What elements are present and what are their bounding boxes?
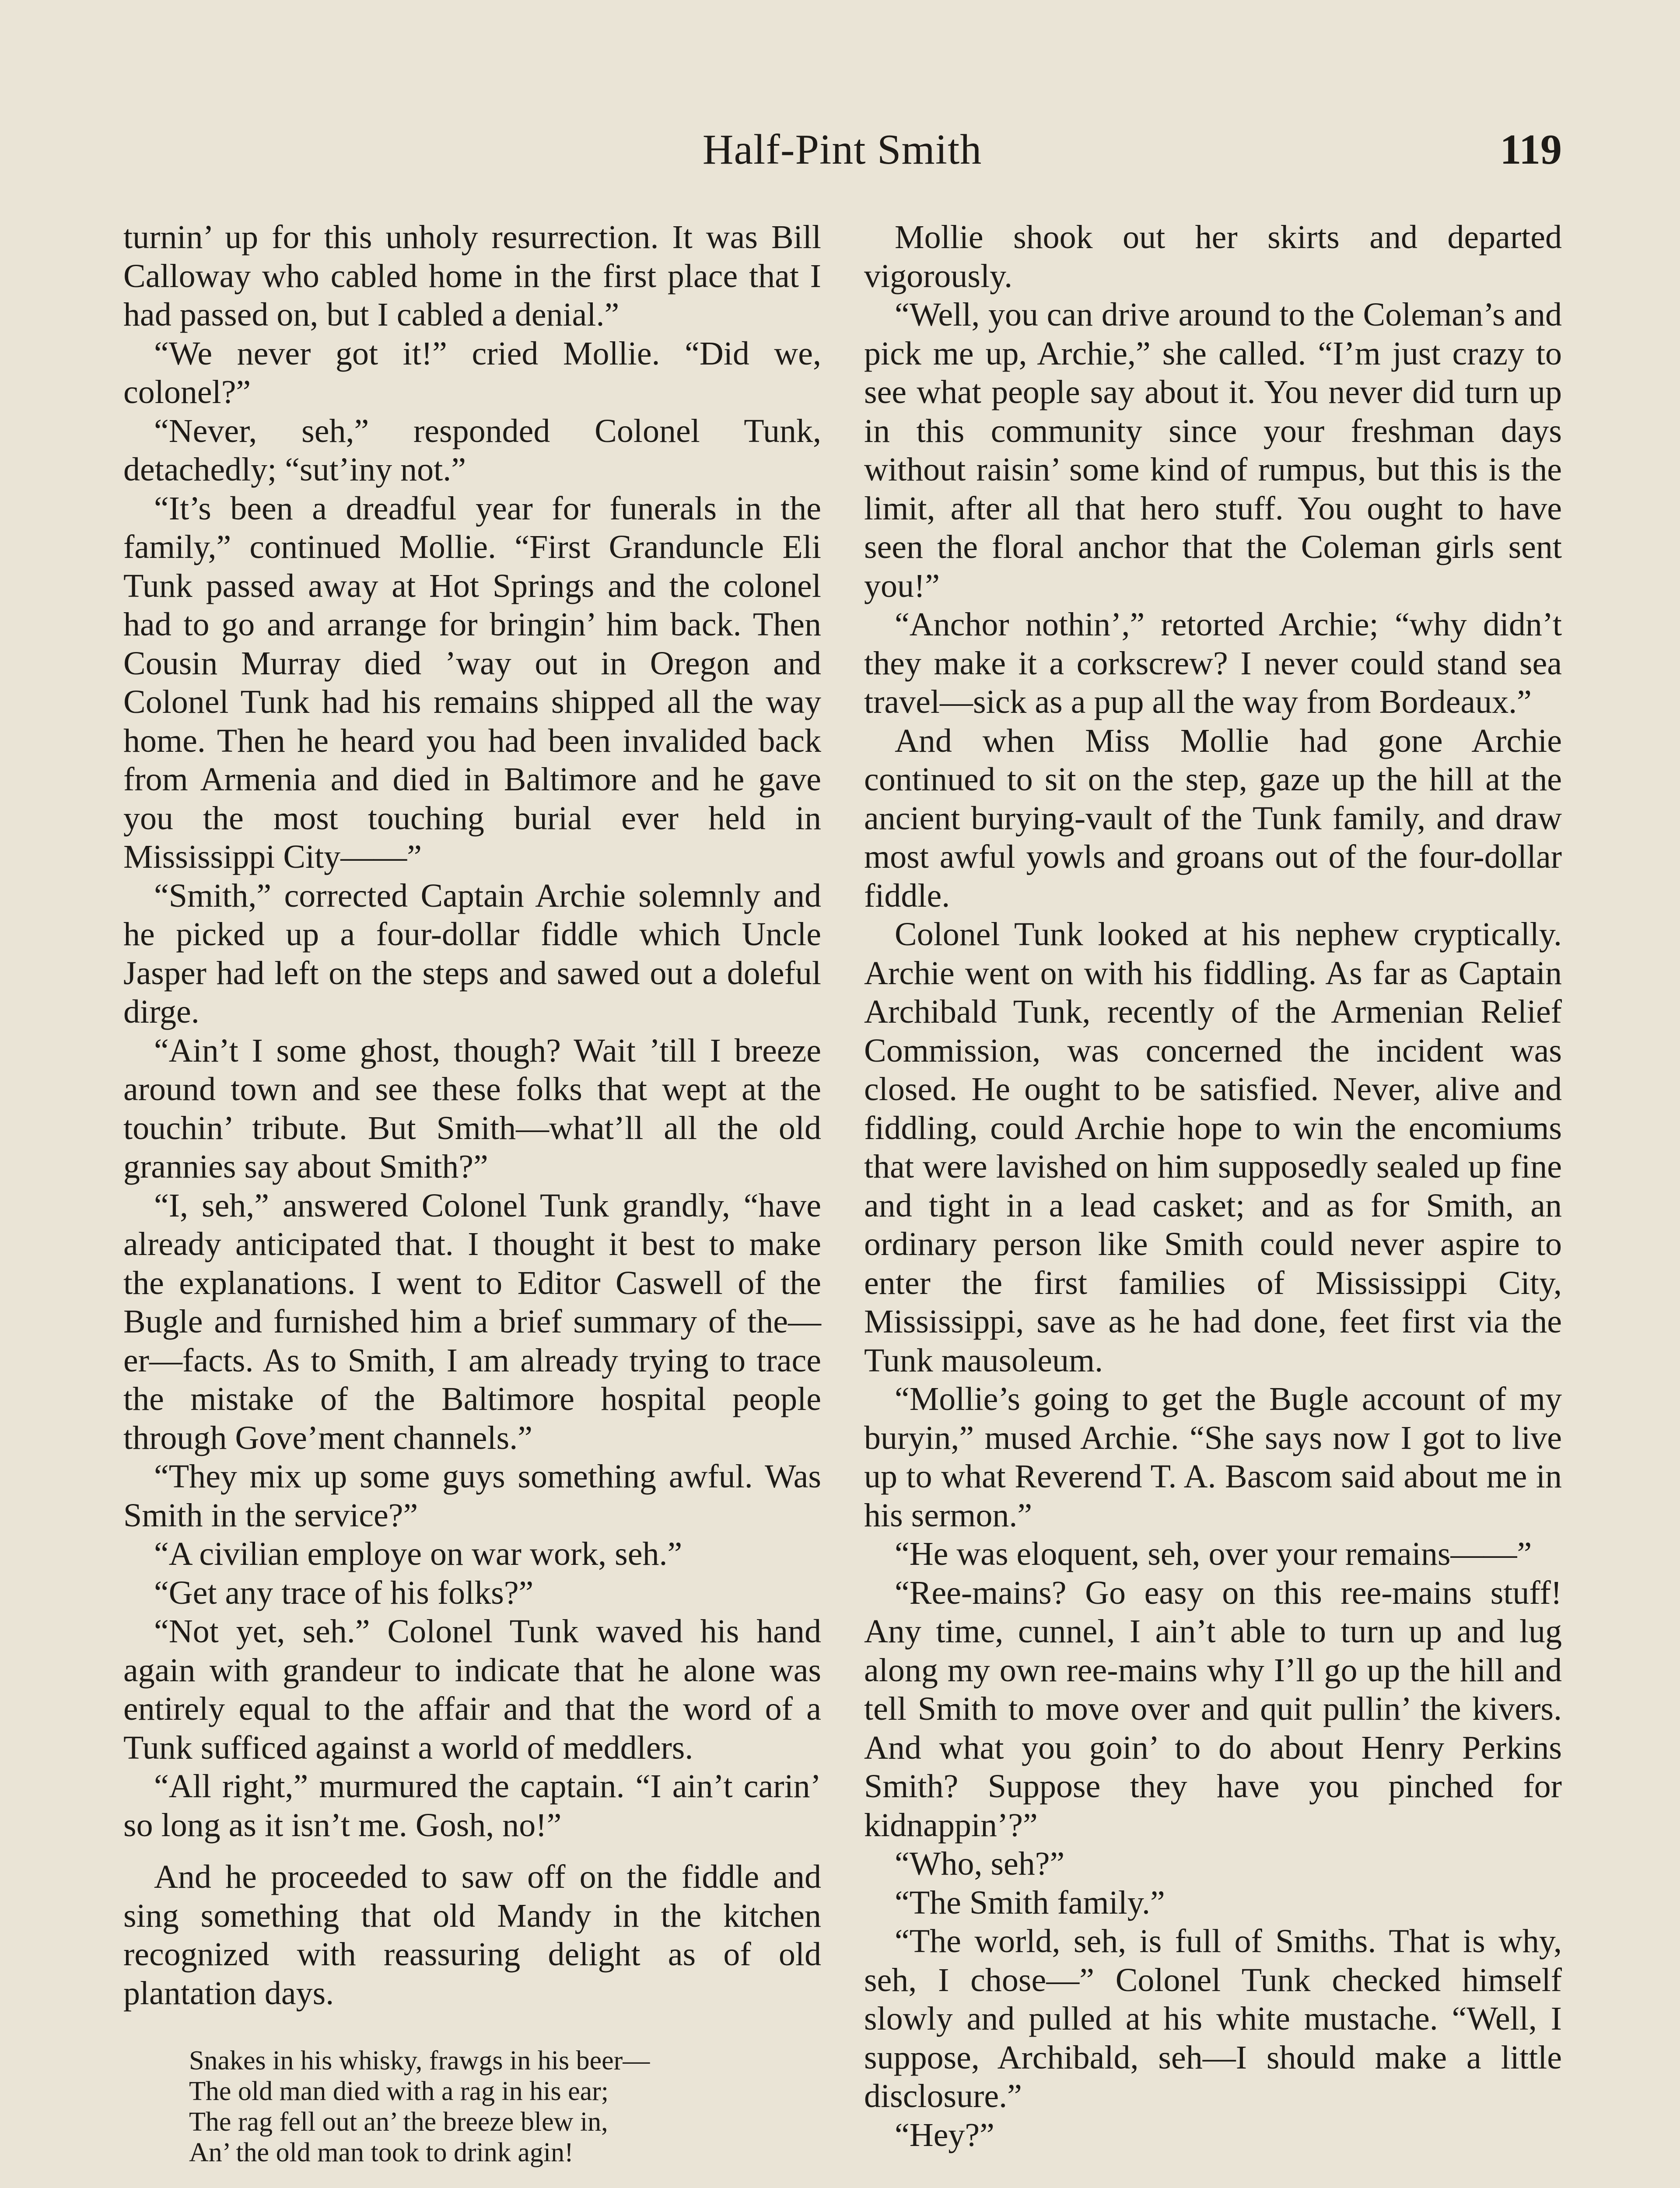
page-header	[122, 123, 1562, 180]
page-number: 119	[1500, 126, 1562, 173]
poem-line: The rag fell out an’ the breeze blew in,	[189, 2107, 608, 2137]
paragraph: “Get any trace of his folks?”	[154, 1574, 534, 1611]
poem-stanza	[189, 2045, 821, 2168]
paragraph: “It’s been a dreadful year for funerals in the family,” continued Mollie. “First Granduncle Eli Tunk passed away at Hot Springs and the colonel had to go and arrange for bringin’ him back. Then Cousin Murray died ’way out in Oregon and Colonel Tunk had his remains shipped all the way home. Then he heard you had been invalided back from Armenia and died in Baltimore and he gave you the most touching burial ever held in Mississippi City——”	[123, 490, 821, 875]
poem-line: An’ the old man took to drink agin!	[189, 2138, 574, 2167]
paragraph: “Who, seh?”	[895, 1845, 1065, 1882]
right-column	[864, 218, 1562, 2154]
paragraph: And when Miss Mollie had gone Archie continued to sit on the step, gaze up the hill at the ancient burying-vault of the Tunk family, and draw most awful yowls and groans out of the four-dollar fiddle.	[864, 722, 1562, 914]
paragraph: Mollie shook out her skirts and departed vigorously.	[864, 219, 1562, 295]
left-column	[123, 218, 821, 2168]
paragraph: “They mix up some guys something awful. Was Smith in the service?”	[123, 1458, 821, 1534]
paragraph: Colonel Tunk looked at his nephew cryptically. Archie went on with his fiddling. As far as Captain Archibald Tunk, recently of the Armenian Relief Commission, was concerned the incident was closed. He ought to be satisfied. Never, alive and fiddling, could Archie hope to win the encomiums that were lavished on him supposedly sealed up fine and tight in a lead casket; and as for Smith, an ordinary person like Smith could never aspire to enter the first families of Mississippi City, Mississippi, save as he had done, feet first via the Tunk mausoleum.	[864, 916, 1562, 1379]
paragraph: “Never, seh,” responded Colonel Tunk, detachedly; “sut’iny not.”	[123, 412, 821, 488]
paragraph: “The world, seh, is full of Smiths. That is why, seh, I chose—” Colonel Tunk checked himself slowly and pulled at his white mustache. “Well, I suppose, Archibald, seh—I should make a little disclosure.”	[864, 1923, 1562, 2114]
paragraph: turnin’ up for this unholy resurrection. It was Bill Calloway who cabled home in the first place that I had passed on, but I cabled a denial.”	[123, 219, 821, 333]
paragraph: “I, seh,” answered Colonel Tunk grandly, “have already anticipated that. I thought it best to make the explanations. I went to Editor Caswell of the Bugle and furnished him a brief summary of the—er—facts. As to Smith, I am already trying to trace the mistake of the Baltimore hospital people through Gove’ment channels.”	[123, 1187, 821, 1456]
paragraph: “The Smith family.”	[895, 1884, 1165, 1921]
paragraph: “Ain’t I some ghost, though? Wait ’till I breeze around town and see these folks that wept at the touchin’ tribute. But Smith—what’ll all the old grannies say about Smith?”	[123, 1032, 821, 1185]
paragraph: “All right,” murmured the captain. “I ain’t carin’ so long as it isn’t me. Gosh, no!”	[123, 1768, 821, 1844]
paragraph: “Smith,” corrected Captain Archie solemnly and he picked up a four-dollar fiddle which Uncle Jasper had left on the steps and sawed out a doleful dirge.	[123, 877, 821, 1030]
paragraph: “Mollie’s going to get the Bugle account of my buryin,” mused Archie. “She says now I got to live up to what Reverend T. A. Bascom said about me in his sermon.”	[864, 1381, 1562, 1534]
paragraph: “Well, you can drive around to the Coleman’s and pick me up, Archie,” she called. “I’m just crazy to see what people say about it. You never did turn up in this community since your freshman days without raisin’ some kind of rumpus, but this is the limit, after all that hero stuff. You ought to have seen the floral anchor that the Coleman girls sent you!”	[864, 296, 1562, 604]
paragraph: “He was eloquent, seh, over your remains——”	[895, 1536, 1532, 1572]
paragraph: “Anchor nothin’,” retorted Archie; “why didn’t they make it a corkscrew? I never could stand sea travel—sick as a pup all the way from Bordeaux.”	[864, 606, 1562, 720]
poem-line: Snakes in his whisky, frawgs in his beer—	[189, 2046, 650, 2076]
paragraph: “Hey?”	[895, 2116, 994, 2153]
paragraph: “Ree-mains? Go easy on this ree-mains stuff! Any time, cunnel, I ain’t able to turn up and lug along my own ree-mains why I’ll go up the hill and tell Smith to move over and quit pullin’ the kivers. And what you goin’ to do about Henry Perkins Smith? Suppose they have you pinched for kidnappin’?”	[864, 1574, 1562, 1844]
running-title: Half-Pint Smith	[702, 126, 982, 173]
paragraph: “We never got it!” cried Mollie. “Did we, colonel?”	[123, 335, 821, 410]
paragraph: “Not yet, seh.” Colonel Tunk waved his hand again with grandeur to indicate that he alone was entirely equal to the affair and that the word of a Tunk sufficed against a world of meddlers.	[123, 1613, 821, 1766]
poem-line: The old man died with a rag in his ear;	[189, 2076, 609, 2106]
paragraph: And he proceeded to saw off on the fiddle and sing something that old Mandy in the kitchen recognized with reassuring delight as of old plantation days.	[123, 1858, 821, 2012]
paragraph: “A civilian employe on war work, seh.”	[154, 1536, 682, 1572]
